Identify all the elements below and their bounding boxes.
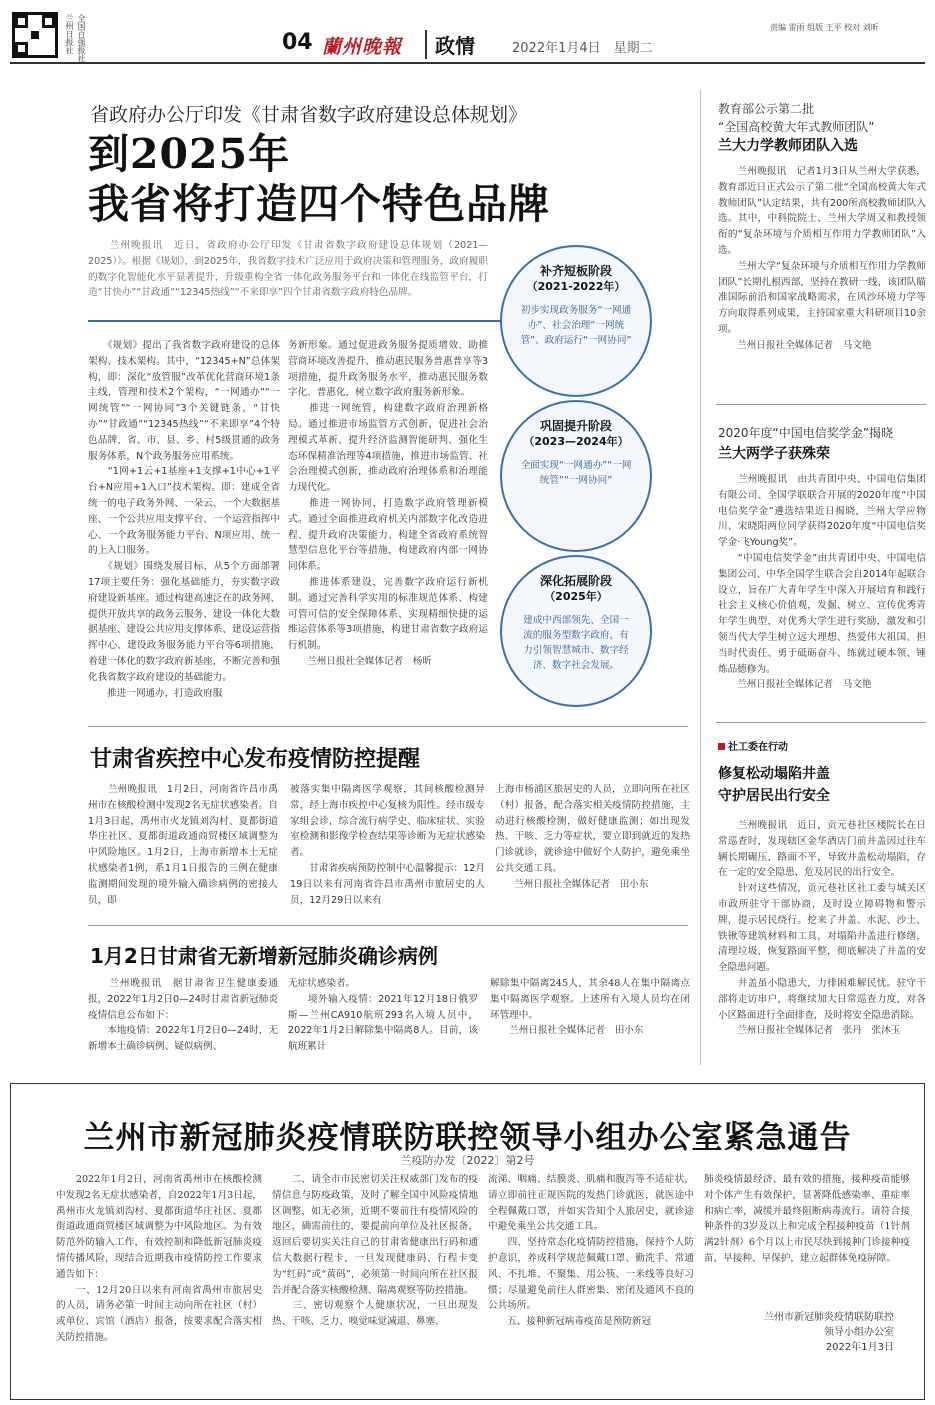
- stage-3-years: （2025年）: [544, 590, 608, 603]
- masthead-vertical-text2: 全国百强报社: [77, 14, 86, 62]
- qr-pattern: [31, 31, 39, 39]
- qr-code: [12, 12, 58, 58]
- notice-col-3: 流涕、咽痛、结膜炎、肌痛和腹泻等不适症状，请立即前往正规医院的发热门诊就医，就医途中全程佩戴口罩，并如实告知个人旅居史，就诊途中避免乘坐公共交通工具。 四、坚持常态化疫情防控措施，保持个人防护意识，养成科学规范佩戴口罩、勤洗手、常通风、不扎堆、不聚集、用公筷、一米线等良好习惯；尽量避免前往人群密集、密闭及通风不良的公共场所。 五、接种新冠病毒疫苗是预防新冠: [488, 1174, 694, 1328]
- side-story3-headline-2: 守护居民出行安全: [718, 788, 830, 804]
- qr-finder-tl: [15, 15, 28, 28]
- side-divider-2: [716, 722, 926, 723]
- section-divider-2: [88, 925, 688, 926]
- stage-2-title: 巩固提升阶段: [539, 419, 612, 433]
- lead-paragraph: 兰州晚报讯 近日，省政府办公厅印发《甘肃省数字政府建设总体规划（2021—2025）》。根据《规划》，到2025年，我省数字技术广泛应用于政府决策和管理服务，政府履职的数字化智能化水平显著提升，升级重构全省一体化政务服务平台和一体化在线监管平台，打造“甘快办”“甘政通”“12345热线”“不来即享”四个甘肃省数字政府特色品牌。: [88, 240, 488, 299]
- side-story3-tag-text: 社工委在行动: [728, 742, 788, 753]
- stage-2-years: （2023—2024年）: [523, 435, 629, 448]
- side-story3-headline-1: 修复松动塌陷井盖: [718, 766, 830, 782]
- stage-circle-2: [500, 400, 652, 552]
- zero-col-2: 无症状感染者。 境外输入疫情：2021年12月18日俄罗斯—兰州CA910航班293名入境人员中，2022年1月2日解除集中隔离8人。目前，该航班累计: [288, 978, 478, 1053]
- side-story3-tag: [718, 738, 788, 753]
- side-story1-kicker: 教育部公示第二批: [718, 102, 815, 116]
- stage-3-title: 深化拓展阶段: [539, 574, 612, 588]
- timeline-line: [88, 320, 508, 322]
- qr-finder-tr: [42, 15, 55, 28]
- notice-signature-1: 兰州市新冠肺炎疫情联防联控: [764, 1312, 894, 1323]
- notice-doc-number: 兰疫防办发〔2022〕第2号: [400, 1154, 535, 1167]
- editors-credit: 责编 雷雨 组版 王平 校对 刘昕: [770, 23, 879, 32]
- notice-col-1: 2022年1月2日，河南省禹州市在核酸检测中发现2名无症状感染者，自2022年1月3日起，禹州市火龙镇刘沟村、夏都街道华庄社区、夏都街道政通商贸楼区域调整为中风险地区。为有效防范外防输入工作，有效控制和降低新冠肺炎疫情传播风险，现结合近期我市疫情防控工作要求通告如下： 一、12月20日以来有河南省禹州市旅居史的人员，请务必第一时间主动向所在社区（村）或单位、宾馆（酒店）报备，按要求配合落实相关防控措施。: [56, 1174, 262, 1343]
- lead-kicker: 省政府办公厅印发《甘肃省数字政府建设总体规划》: [90, 104, 528, 126]
- qr-finder-bl: [15, 42, 28, 55]
- zero-case-headline: 1月2日甘肃省无新增新冠肺炎确诊病例: [90, 944, 438, 968]
- side-story2-body: 兰州晚报讯 由共青团中央、中国电信集团有限公司、全国学联联合开展的2020年度“中国电信奖学金”遴选结果近日揭晓，兰州大学应物川、宋晓阳两位同学获得2020年度“中国电信奖学金·飞Young奖”。 “中国电信奖学金”由共青团中央、中国电信集团公司、中华全国学生联合会自2014年起联合设立，旨在广大青年学生中深入开展培育和践行社会主义核心价值观，发掘、树立、宣传优秀青年学生典型，对优秀大学生进行奖励，激发和引领当代大学生树立远大理想、热爱伟大祖国、担当时代责任、勇于砥砺奋斗、练就过硬本领、锤炼品德修为。 兰州日报社全媒体记者 马文艳: [718, 474, 926, 691]
- stage-circle-1: [500, 245, 652, 397]
- stage-2-body: 全面实现“一网通办”“一网统管”“一网协同”: [520, 460, 632, 486]
- disease-headline: 甘肃省疾控中心发布疫情防控提醒: [90, 747, 421, 772]
- page-number: 04: [282, 30, 313, 55]
- stage-3-body: 建成中西部领先、全国一流的服务型数字政府，有力引领智慧城市、数字经济、数字社会发展。: [523, 615, 629, 671]
- column-rule: [700, 90, 701, 1065]
- issue-date: 2022年1月4日 星期二: [512, 41, 653, 56]
- zero-col-1: 兰州晚报讯 据甘肃省卫生健康委通报，2022年1月2日0—24时甘肃省新冠肺炎疫情信息公布如下： 本地疫情：2022年1月2日0—24时，无新增本土确诊病例、疑似病例、: [88, 978, 278, 1053]
- notice-col-4: 肺炎疫情最经济、最有效的措施，接种疫苗能够对个体产生有效保护，显著降低感染率、重症率和病亡率，减缓并最终阻断病毒流行。请符合接种条件的3岁及以上和完成全程接种疫苗（1针剂满2针剂）6个月以上市民尽快到接种门诊接种疫苗，早接种、早保护，建立起群体免疫屏障。: [704, 1174, 910, 1264]
- stage-circle-3: [500, 555, 652, 707]
- tag-square-icon: [718, 743, 725, 750]
- stage-1-title: 补齐短板阶段: [539, 264, 612, 278]
- side-story2-kicker: 2020年度“中国电信奖学金”揭晓: [718, 426, 893, 440]
- section-title: 政情: [425, 30, 475, 59]
- notice-title: 兰州市新冠肺炎疫情联防联控领导小组办公室紧急通告: [83, 1120, 852, 1156]
- side-story2-headline: 兰大两学子获殊荣: [718, 446, 830, 462]
- lead-column-1: 《规划》提出了我省数字政府建设的总体架构、技术架构。其中，“12345+N”总体架构，即：深化“放管服”改革优化营商环境1条主线，管理和技术2个架构，“一网通办”“一网统管”“一网协同”3个关键链条，“甘快办”“甘政通”“12345热线”“不来即享”4个特色品牌，省、市、县、乡、村5级贯通的政务服务体系，N个政务服务应用系统。 “1网+1云+1基座+1支撑+1中心+1平台+N应用+1入口”技术架构。即：建成全省统一的电子政务外网、一朵云、一个大数据基座、一个公共应用支撑平台、一个运营指挥中心、一个政务服务能力平台、N项应用、统一的上入口服务。 《规划》围绕发展目标，从5个方面部署17项主要任务：强化基础能力，夯实数字政府建设新基座。通过构建高速泛在的政务网、提供开放共享的政务云服务、建设一体化大数据基座、建设公共应用支撑体系、建设运营指挥中心、建设政务服务能力平台等6项措施，着建一体化的数字政府新基座，不断完善和强化我省数字政府建设的基础能力。 推进一网通办，打造政府服: [88, 340, 280, 699]
- side-divider-1: [716, 404, 926, 405]
- masthead-vertical-text: 兰州日报社: [65, 14, 74, 54]
- notice-col-2: 二、请全市市民密切关注权威部门发布的疫情信息与防疫政策，及时了解全国中风险疫情地区调整，如无必须，近期不要前往有疫情风险的地区，确需前往的，要提前向单位及社区报备，返回后要切实关注自己的甘肃省健康出行码和通信大数据行程卡，一旦发现健康码、行程卡变为“红码”或“黄码”，必须第一时间向所在社区报告并配合落实核酸检测、隔离观察等防控措施。 三、密切观察个人健康状况，一旦出现发热、干咳、乏力、嗅觉味觉减退、鼻塞、: [272, 1174, 478, 1328]
- disease-col-3: 上海市杨浦区旅居史的人员，立即向所在社区（村）报备，配合落实相关疫情防控措施，主动进行核酸检测，做好健康监测；如出现发热、干咳、乏力等症状，要立即到就近的发热门诊就诊，就诊途中做好个人防护，避免乘坐公共交通工具。 兰州日报社全媒体记者 田小东: [495, 784, 690, 890]
- disease-col-2: 被落实集中隔离医学观察，其间核酸检测异常，经上海市疾控中心复核为阳性。经市级专家组会诊，综合流行病学史、临床症状、实验室检测和影像学检查结果等诊断为无症状感染者。 甘肃省疾病预防控制中心温馨提示：12月19日以来有河南省许昌市禹州市旅居史的人员，12月29日以来有: [290, 784, 485, 906]
- notice-signature-date: 2022年1月3日: [825, 1342, 894, 1353]
- side-story1-kicker2: “全国高校黄大年式教师团队”: [718, 120, 875, 134]
- notice-signature-2: 领导小组办公室: [824, 1327, 894, 1338]
- lead-headline-1: 到2025年: [88, 130, 291, 178]
- side-story3-body: 兰州晚报讯 近日，贡元巷社区楼院长在日常巡查时，发现辖区金华酒店门前井盖因过往车辆长期碾压，路面不平，导致井盖松动塌陷，存在一定的安全隐患，危及居民的出行安全。 针对这些情况，贡元巷社区社工委与城关区市政所驻守干部协商，及时设立障碍物和警示牌，提示居民绕行。挖来了井盖、水泥、沙土、铁锹等建筑材料和工具，对塌陷井盖进行修缮，清理垃圾，恢复路面平整，彻底解决了井盖的安全隐患问题。 井盖虽小隐患大，力排困难解民忧。驻守干部将走访串户，将继续加大日常巡查力度，对各小区路面进行全面排查，及时将安全隐患消除。 兰州日报社全媒体记者 张丹 张沐玉: [718, 820, 926, 1037]
- section-divider-1: [88, 726, 688, 727]
- masthead-rule: [10, 62, 925, 64]
- zero-col-3: 解除集中隔离245人，其余48人在集中隔离点集中隔离医学观察。上述所有入境人员均在闭环管理中。 兰州日报社全媒体记者 田小东: [490, 978, 690, 1037]
- side-story1-headline: 兰大力学教师团队入选: [718, 138, 858, 154]
- stage-1-years: （2021-2022年）: [526, 280, 626, 293]
- disease-col-1: 兰州晚报讯 1月2日，河南省许昌市禹州市在核酸检测中发现2名无症状感染者。自1月3日起，禹州市火龙镇刘沟村、夏都街道华庄社区、夏都街道政通商贸楼区域调整为中风险地区。1月2日，上海市新增本土无症状感染者1例，系1月1日报告的三例在健康监测期间发现的境外输入确诊病例的密接人员，即: [88, 784, 278, 906]
- lead-column-2: 务新形象。通过促进政务服务提质增效、助推营商环境改善提升、推动惠民服务普惠普享等3项措施，提升政务服务水平，推动惠民服务数字化、普惠化，树立数字政府服务新形象。 推进一网统管，构建数字政府治理新格局。通过推进市场监管方式创新、促进社会治理模式革新、提升经济监测智能研判、强化生态环保精准治理等4项措施，推进市场监管、社会治理模式创新，推动政府治理体系和治理能力现代化。 推进一网协同，打造数字政府管理新模式。通过全面推进政府机关内部数字化改造进程、提升政府决策能力、构建全省政府系统智慧型信息化平台等措施，构建政府内部一网协同体系。 推进体系建设，完善数字政府运行新机制。通过完善科学实用的标准规范体系、构建可管可信的安全保障体系、实现精细快捷的运维运营体系等3项措施，构建甘肃省数字政府运行机制。 兰州日报社全媒体记者 杨昕: [288, 340, 488, 667]
- paper-logo: 蘭州晚報: [322, 36, 403, 58]
- side-story1-body: 兰州晚报讯 记者1月3日从兰州大学获悉，教育部近日正式公示了第二批“全国高校黄大年式教师团队”认定结果，共有200所高校教师团队入选。其中，中科院院士、兰州大学周又和教授领衔的“复杂环境与介质相互作用力学教师团队”入选。 兰州大学“复杂环境与介质相互作用力学教师团队”长期扎根西部，坚持在教研一线，该团队瞄准国际前沿和国家战略需求，在风沙环境力学等方向取得系列成果，主持国家重大科研项目10余项。 兰州日报社全媒体记者 马文艳: [718, 166, 926, 351]
- lead-headline-2: 我省将打造四个特色品牌: [88, 180, 550, 228]
- stage-1-body: 初步实现政务服务“一网通办”、社会治理“一网统管”、政府运行“一网协同”: [520, 305, 632, 346]
